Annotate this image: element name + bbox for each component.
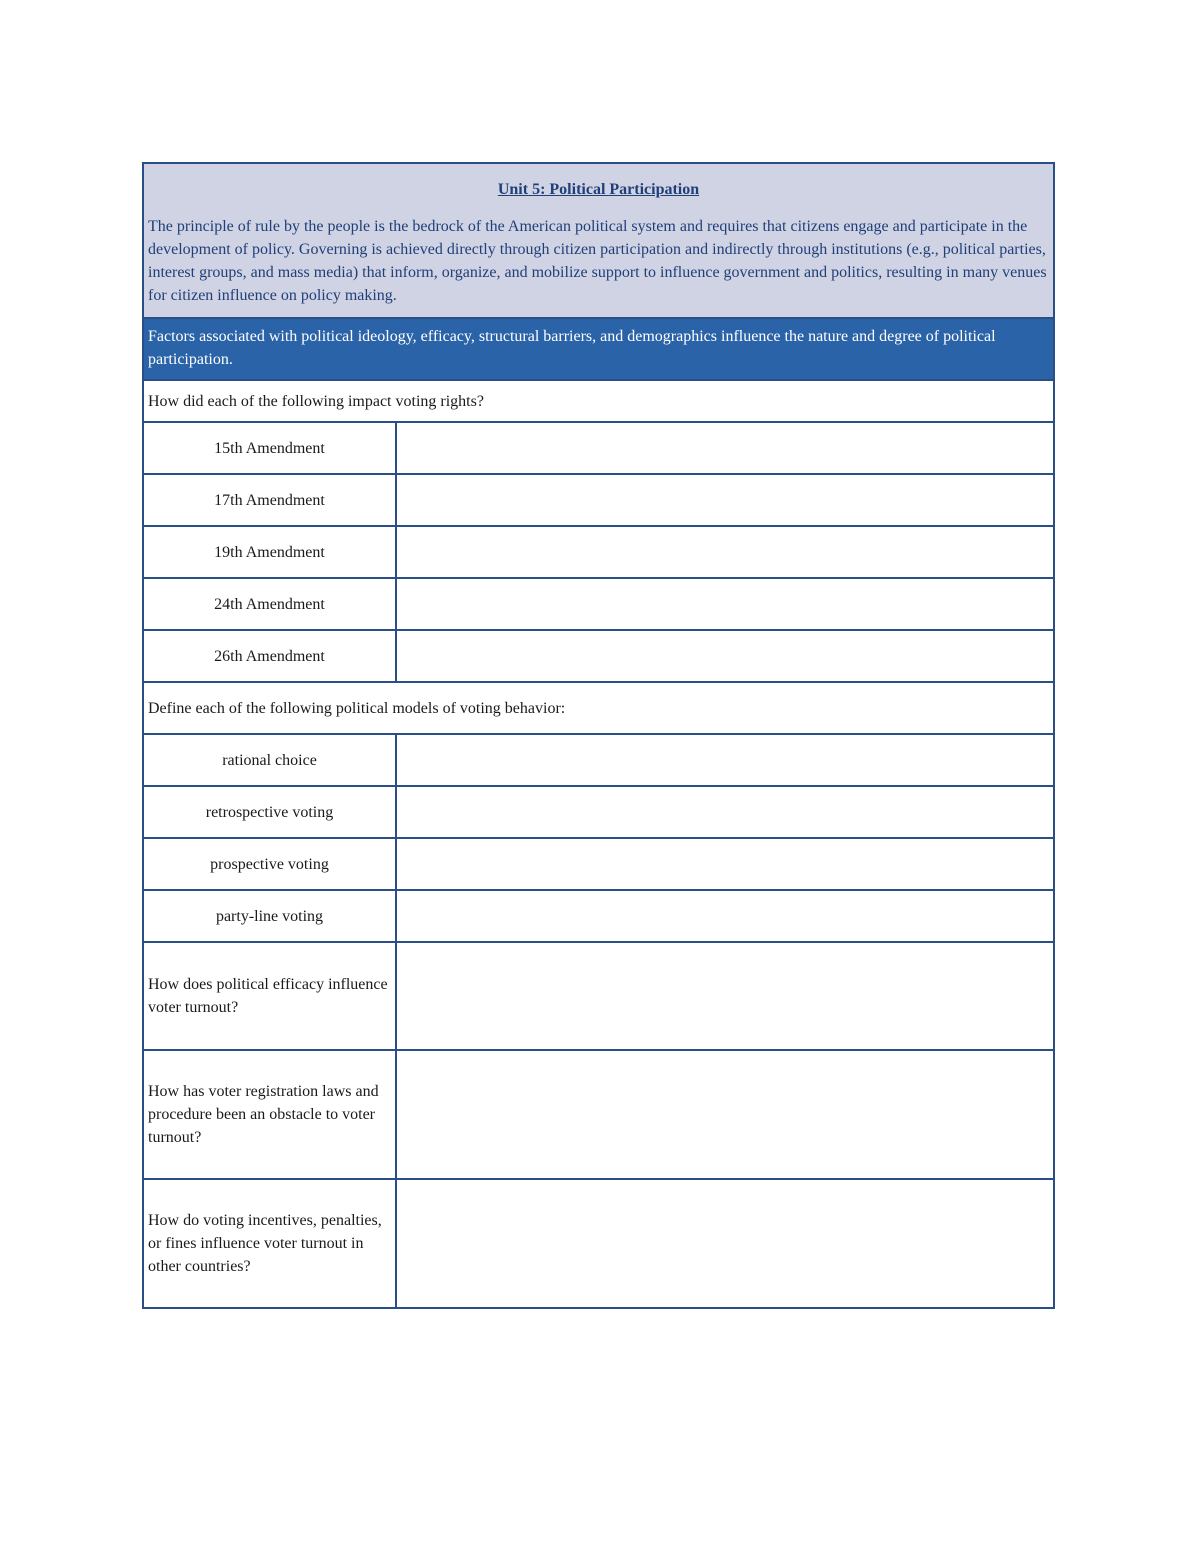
- question-label: How do voting incentives, penalties, or fines influence voter turnout in other countries?: [143, 1179, 396, 1308]
- answer-field[interactable]: [396, 630, 1054, 682]
- question-label: How does political efficacy influence voter turnout?: [143, 942, 396, 1050]
- answer-field[interactable]: [396, 942, 1054, 1050]
- answer-field[interactable]: [396, 578, 1054, 630]
- table-row: [143, 630, 1054, 682]
- model-label: prospective voting: [143, 838, 396, 890]
- amendment-label: 26th Amendment: [143, 630, 396, 682]
- answer-field[interactable]: [396, 526, 1054, 578]
- answer-field[interactable]: [396, 786, 1054, 838]
- model-label: rational choice: [143, 734, 396, 786]
- answer-field[interactable]: [396, 890, 1054, 942]
- answer-field[interactable]: [396, 474, 1054, 526]
- section2-prompt: Define each of the following political models of voting behavior:: [143, 682, 1054, 734]
- section2-prompt-row: [143, 682, 1054, 734]
- table-row: [143, 578, 1054, 630]
- amendment-label: 15th Amendment: [143, 422, 396, 474]
- table-row: [143, 786, 1054, 838]
- table-row: [143, 942, 1054, 1050]
- model-label: party-line voting: [143, 890, 396, 942]
- table-row: [143, 1179, 1054, 1308]
- answer-field[interactable]: [396, 422, 1054, 474]
- table-row: [143, 1050, 1054, 1179]
- section1-prompt: How did each of the following impact voting rights?: [143, 380, 1054, 422]
- intro-text: The principle of rule by the people is the bedrock of the American political system and requires that citizens engage and participate in the development of policy. Governing is achieved directly through citizen participation and indirectly through institutions (e.g., political parties, interest groups, and mass media) that inform, organize, and mobilize support to influence government and politics, resulting in many venues for citizen influence on policy making.: [148, 218, 1047, 304]
- worksheet-table: [142, 162, 1055, 1309]
- answer-field[interactable]: [396, 838, 1054, 890]
- unit-title: Unit 5: Political Participation: [497, 181, 700, 198]
- table-row: [143, 474, 1054, 526]
- section1-prompt-row: [143, 380, 1054, 422]
- banner-text: Factors associated with political ideology, efficacy, structural barriers, and demographics influence the nature and degree of political participation.: [143, 318, 1054, 380]
- question-label: How has voter registration laws and procedure been an obstacle to voter turnout?: [143, 1050, 396, 1179]
- table-row: [143, 422, 1054, 474]
- table-row: [143, 734, 1054, 786]
- banner-row: [143, 318, 1054, 380]
- amendment-label: 17th Amendment: [143, 474, 396, 526]
- intro-row: [143, 163, 1054, 318]
- table-row: [143, 890, 1054, 942]
- amendment-label: 24th Amendment: [143, 578, 396, 630]
- answer-field[interactable]: [396, 1050, 1054, 1179]
- answer-field[interactable]: [396, 734, 1054, 786]
- intro-cell: [143, 163, 1054, 318]
- table-row: [143, 526, 1054, 578]
- answer-field[interactable]: [396, 1179, 1054, 1308]
- table-row: [143, 838, 1054, 890]
- amendment-label: 19th Amendment: [143, 526, 396, 578]
- model-label: retrospective voting: [143, 786, 396, 838]
